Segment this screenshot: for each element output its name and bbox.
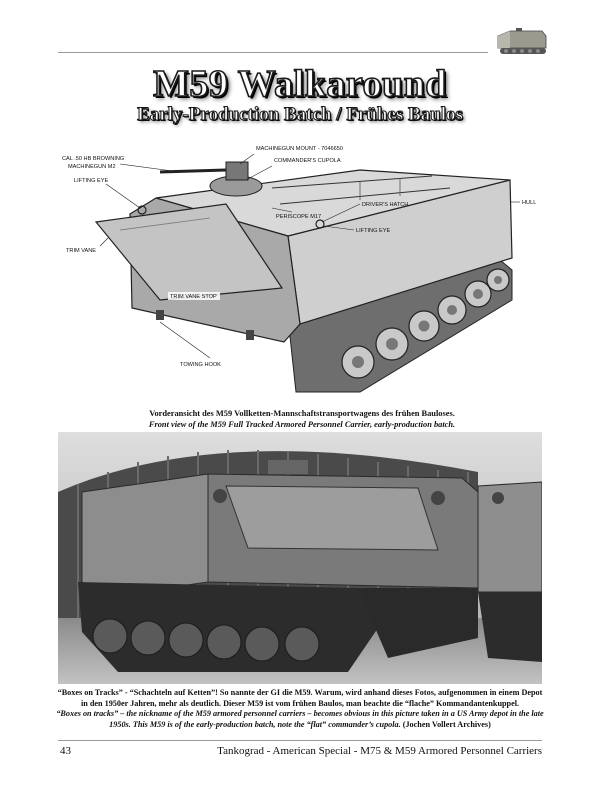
- label-mg-mount: MACHINEGUN MOUNT - 7046650: [256, 146, 343, 152]
- figure2-caption-en: [56, 709, 544, 730]
- label-cupola: COMMANDER'S CUPOLA: [274, 158, 341, 164]
- footer-rule: [58, 740, 542, 741]
- m59-vehicle-second: [478, 482, 542, 662]
- header-rule: [58, 52, 488, 53]
- depot-photo-drawing: [58, 432, 542, 684]
- label-cal50-line1: CAL .50 HB BROWNING: [62, 156, 125, 162]
- figure1-caption: [60, 408, 544, 430]
- label-hull: HULL: [522, 200, 537, 206]
- m59-front-view-diagram: [60, 130, 544, 406]
- m59-vehicle: [78, 460, 478, 672]
- label-cal50-line2: MACHINEGUN M2: [68, 164, 116, 170]
- figure2-caption: [56, 688, 544, 730]
- label-lifting-eye-right: LIFTING EYE: [356, 228, 391, 234]
- footer-text: Tankograd - American Special - M75 & M59 Armored Personnel Carriers: [217, 745, 542, 757]
- photo-credit: (Jochen Vollert Archives): [402, 719, 491, 729]
- figure2-caption-en-text: “Boxes on tracks” – the nickname of the M59 armored personnel carriers – becomes obvious in this picture taken in a US Army depot in the late 1950s. This M59 is of the early-production batch, note the “flat” commander’s cupola.: [56, 709, 544, 729]
- figure2-caption-de: “Boxes on Tracks” - “Schachteln auf Ketten”! So nannte der GI die M59. Warum, wird anhand dieses Fotos, aufgenommen in einem Depot in den 1950er Jahren, mehr als deutlich. Dieser M59 ist vom frühen Baulos, man beachte die “flache” Kommandantenkuppel.: [57, 688, 543, 708]
- label-drivers-hatch: DRIVER'S HATCH: [362, 202, 409, 208]
- label-lifting-eye-left: LIFTING EYE: [74, 178, 109, 184]
- label-periscope: PERISCOPE M17: [276, 214, 322, 220]
- label-trim-vane: TRIM VANE: [66, 248, 97, 254]
- machinegun-mount: [226, 162, 248, 180]
- page-subtitle: Early-Production Batch / Frühes Baulos: [137, 104, 463, 125]
- page-number: 43: [60, 745, 71, 757]
- label-trim-vane-stop: TRIM VANE STOP: [170, 294, 217, 300]
- label-towing-hook: TOWING HOOK: [180, 362, 221, 368]
- vehicle-thumbnail-icon: [492, 22, 550, 60]
- figure1-caption-de: Vorderansicht des M59 Vollketten-Mannschaftstransportwagens des frühen Bauloses.: [149, 409, 455, 418]
- depot-photo: [58, 432, 542, 684]
- machinegun: [160, 170, 226, 172]
- figure1-caption-en: Front view of the M59 Full Tracked Armored Personnel Carrier, early-production batch.: [148, 420, 456, 429]
- page-title: M59 Walkaround: [153, 63, 447, 105]
